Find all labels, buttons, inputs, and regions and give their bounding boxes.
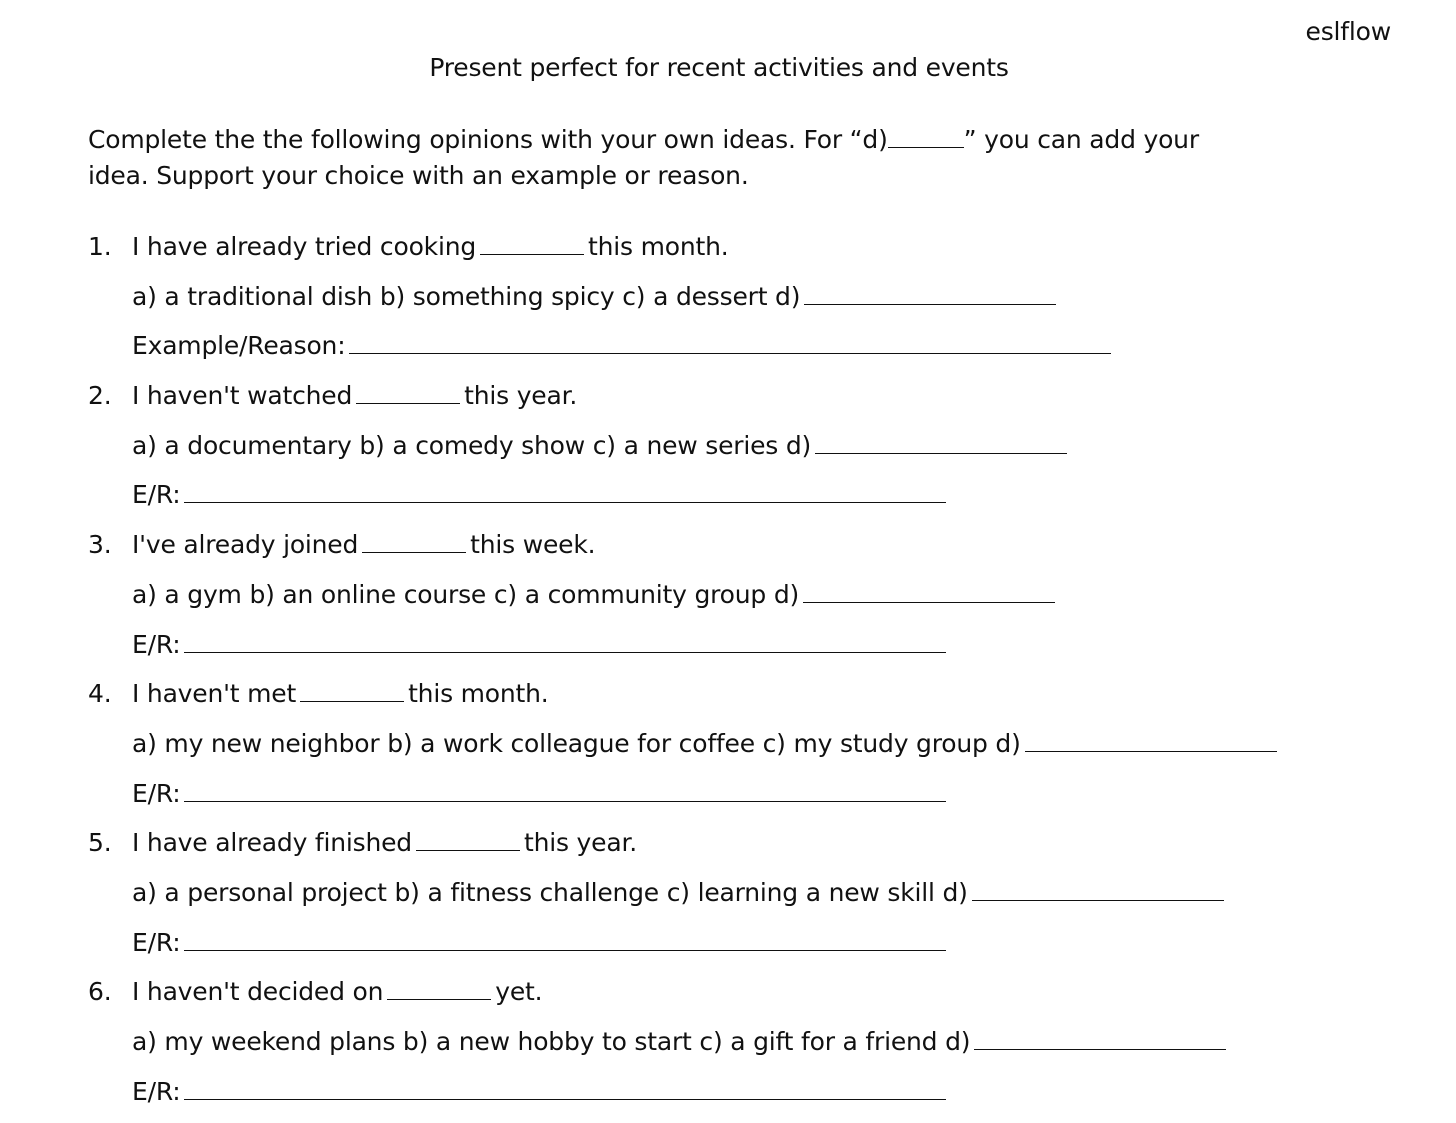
options-6 [88, 1024, 1388, 1074]
question-number: 6. [88, 977, 112, 1007]
question-text-before: I have already finished [132, 828, 412, 858]
options-4 [88, 726, 1388, 776]
question-text-before: I've already joined [132, 530, 359, 560]
question-3 [88, 527, 1388, 577]
option-d-blank[interactable] [1025, 727, 1277, 752]
question-list [88, 229, 1388, 1123]
reason-1 [88, 328, 1388, 378]
options-text: a) a documentary b) a comedy show c) a new series d) [132, 430, 812, 460]
options-3 [88, 577, 1388, 627]
question-1 [88, 229, 1388, 279]
question-text-after: this month. [408, 679, 549, 709]
reason-blank[interactable] [349, 329, 1111, 354]
options-text: a) a gym b) an online course c) a community group d) [132, 579, 800, 609]
question-2 [88, 378, 1388, 428]
worksheet-title: Present perfect for recent activities and events [429, 53, 1009, 82]
reason-blank[interactable] [184, 926, 946, 951]
reason-label: E/R: [132, 480, 181, 510]
question-text-after: this year. [464, 381, 578, 411]
options-2 [88, 428, 1388, 478]
question-blank[interactable] [387, 975, 491, 1000]
options-1 [88, 279, 1388, 329]
reason-label: Example/Reason: [132, 331, 346, 361]
question-text-before: I haven't watched [132, 381, 353, 411]
question-text-after: this week. [470, 530, 596, 560]
reason-blank[interactable] [184, 628, 946, 653]
options-text: a) my weekend plans b) a new hobby to start c) a gift for a friend d) [132, 1027, 971, 1056]
option-d-blank[interactable] [803, 578, 1055, 603]
reason-3 [88, 627, 1388, 677]
reason-label: E/R: [132, 927, 181, 957]
question-4 [88, 676, 1388, 726]
instructions-text-start: Complete the the following opinions with your own ideas. For “d) [88, 125, 888, 154]
question-blank[interactable] [362, 528, 466, 553]
instructions [88, 122, 1248, 194]
options-text: a) a traditional dish b) something spicy c) a dessert d) [132, 281, 801, 311]
reason-4 [88, 776, 1388, 826]
options-text: a) my new neighbor b) a work colleague for coffee c) my study group d) [132, 728, 1021, 758]
question-blank[interactable] [356, 379, 460, 404]
question-number: 4. [88, 679, 112, 709]
question-text-after: this year. [523, 828, 637, 858]
question-6 [88, 974, 1388, 1024]
question-text-after: yet. [495, 977, 543, 1007]
option-d-blank[interactable] [815, 429, 1067, 454]
question-number: 5. [88, 828, 112, 858]
options-text: a) a personal project b) a fitness challenge c) learning a new skill d) [132, 877, 968, 907]
reason-label: E/R: [132, 629, 181, 659]
instructions-blank [888, 123, 964, 148]
reason-blank[interactable] [184, 777, 946, 802]
question-number: 1. [88, 232, 112, 261]
question-text-before: I have already tried cooking [132, 232, 477, 261]
question-blank[interactable] [480, 230, 584, 255]
question-text-before: I haven't decided on [132, 977, 384, 1007]
question-text-after: this month. [588, 232, 729, 261]
reason-label: E/R: [132, 1076, 181, 1106]
question-number: 3. [88, 530, 112, 560]
question-5 [88, 825, 1388, 875]
reason-blank[interactable] [184, 478, 946, 503]
question-number: 2. [88, 381, 112, 411]
question-text-before: I haven't met [132, 679, 297, 709]
option-d-blank[interactable] [974, 1025, 1226, 1050]
reason-label: E/R: [132, 778, 181, 808]
reason-2 [88, 477, 1388, 527]
reason-5 [88, 925, 1388, 975]
brand-name: eslflow [1305, 17, 1391, 46]
options-5 [88, 875, 1388, 925]
instructions-text-end: ” you can add your idea. Support your choice with an example or reason. [88, 125, 1199, 190]
reason-blank[interactable] [184, 1075, 946, 1100]
option-d-blank[interactable] [972, 876, 1224, 901]
question-blank[interactable] [300, 677, 404, 702]
option-d-blank[interactable] [804, 280, 1056, 305]
question-blank[interactable] [416, 826, 520, 851]
reason-6 [88, 1074, 1388, 1123]
